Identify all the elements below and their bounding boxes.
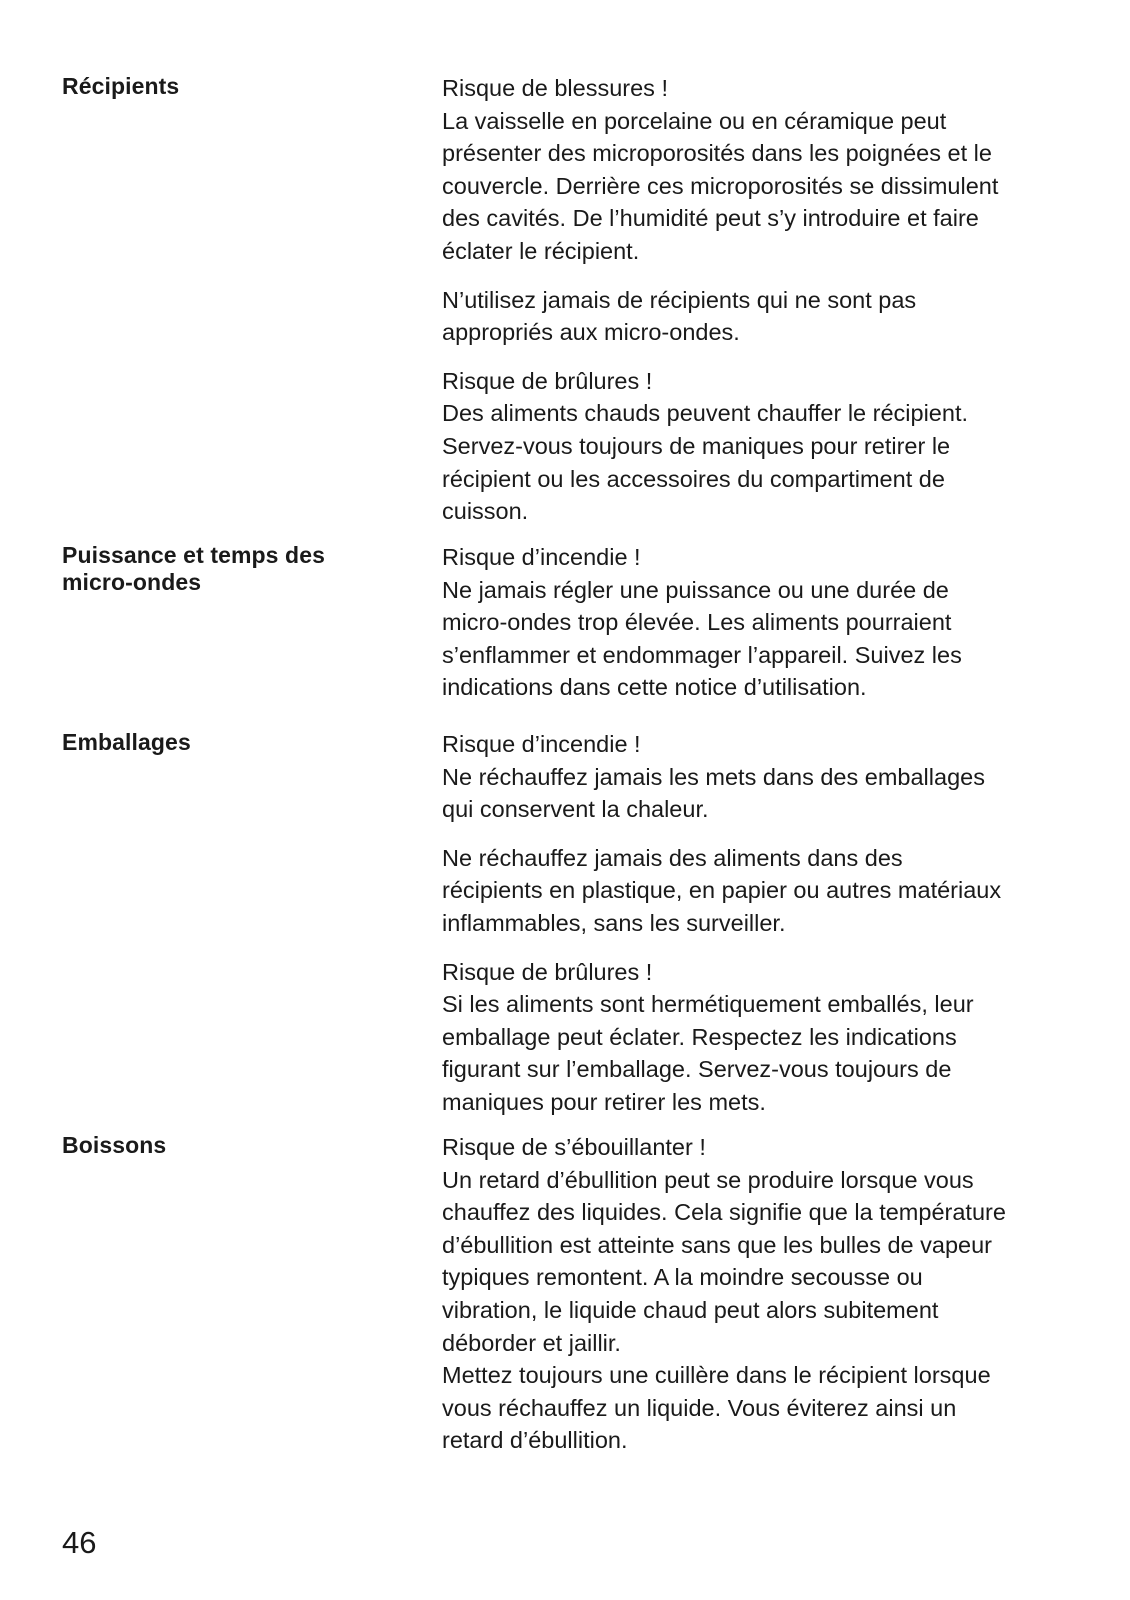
text-line: des cavités. De l’humidité peut s’y introduire et faire: [442, 205, 979, 232]
text-line: Servez-vous toujours de maniques pour retirer le: [442, 432, 951, 459]
heading-line: micro-ondes: [62, 569, 202, 595]
text-line: récipient ou les accessoires du compartiment de: [442, 465, 945, 492]
section-heading: [62, 73, 392, 100]
text-line: Risque de blessures !: [442, 75, 668, 101]
text-line: retard d’ébullition.: [442, 1427, 628, 1454]
text-line: Mettez toujours une cuillère dans le récipient lorsque: [442, 1362, 991, 1389]
text-line: cuisson.: [442, 498, 529, 525]
heading-line: Boissons: [62, 1132, 167, 1158]
text-line: Ne réchauffez jamais des aliments dans des: [442, 844, 903, 871]
text-line: Risque de brûlures !: [442, 958, 653, 985]
text-line: N’utilisez jamais de récipients qui ne sont pas: [442, 286, 917, 313]
text-line: chauffez des liquides. Cela signifie que la température: [442, 1199, 1006, 1226]
text-line: inflammables, sans les surveiller.: [442, 909, 786, 936]
paragraph: [442, 365, 1082, 528]
heading-line: Emballages: [62, 729, 191, 755]
section-content: [442, 1131, 1082, 1457]
text-line: Des aliments chauds peuvent chauffer le récipient.: [442, 400, 969, 427]
paragraph: [442, 728, 1082, 826]
heading-line: Récipients: [62, 73, 180, 99]
text-line: présenter des microporosités dans les poignées et le: [442, 140, 992, 167]
text-line: La vaisselle en porcelaine ou en céramique peut: [442, 107, 947, 134]
text-line: Ne jamais régler une puissance ou une durée de: [442, 576, 949, 603]
section-heading: [62, 542, 392, 596]
paragraph: [442, 541, 1082, 704]
text-line: typiques remontent. A la moindre secousse ou: [442, 1264, 923, 1291]
paragraph: [442, 956, 1082, 1119]
section-content: [442, 72, 1082, 528]
text-line: Risque de s’ébouillanter !: [442, 1134, 706, 1160]
section-heading: [62, 1132, 392, 1159]
text-line: Ne réchauffez jamais les mets dans des emballages: [442, 763, 985, 790]
section-content: [442, 541, 1082, 704]
text-line: s’enflammer et endommager l’appareil. Suivez les: [442, 641, 962, 668]
paragraph: [442, 1131, 1082, 1457]
text-line: couvercle. Derrière ces microporosités se dissimulent: [442, 172, 999, 199]
text-line: Risque d’incendie !: [442, 731, 641, 757]
section-content: [442, 728, 1082, 1119]
text-line: emballage peut éclater. Respectez les indications: [442, 1023, 957, 1050]
text-line: indications dans cette notice d’utilisation.: [442, 674, 867, 701]
text-line: figurant sur l’emballage. Servez-vous toujours de: [442, 1056, 952, 1083]
text-line: Si les aliments sont hermétiquement emballés, leur: [442, 991, 974, 1018]
text-line: éclater le récipient.: [442, 237, 640, 264]
paragraph: [442, 284, 1082, 349]
text-line: Risque de brûlures !: [442, 367, 653, 394]
section-heading: [62, 729, 392, 756]
text-line: qui conservent la chaleur.: [442, 796, 709, 823]
paragraph: [442, 842, 1082, 940]
text-line: vibration, le liquide chaud peut alors subitement: [442, 1296, 939, 1323]
page-number: 46: [62, 1525, 97, 1560]
text-line: Risque d’incendie !: [442, 544, 641, 570]
text-line: Un retard d’ébullition peut se produire lorsque vous: [442, 1166, 974, 1193]
text-line: maniques pour retirer les mets.: [442, 1088, 766, 1115]
heading-line: Puissance et temps des: [62, 542, 325, 568]
text-line: micro-ondes trop élevée. Les aliments pourraient: [442, 609, 952, 636]
text-line: récipients en plastique, en papier ou autres matériaux: [442, 877, 1002, 904]
text-line: vous réchauffez un liquide. Vous éviterez ainsi un: [442, 1394, 957, 1421]
text-line: déborder et jaillir.: [442, 1329, 621, 1356]
paragraph: [442, 72, 1082, 268]
text-line: d’ébullition est atteinte sans que les bulles de vapeur: [442, 1231, 993, 1258]
text-line: appropriés aux micro-ondes.: [442, 319, 740, 346]
